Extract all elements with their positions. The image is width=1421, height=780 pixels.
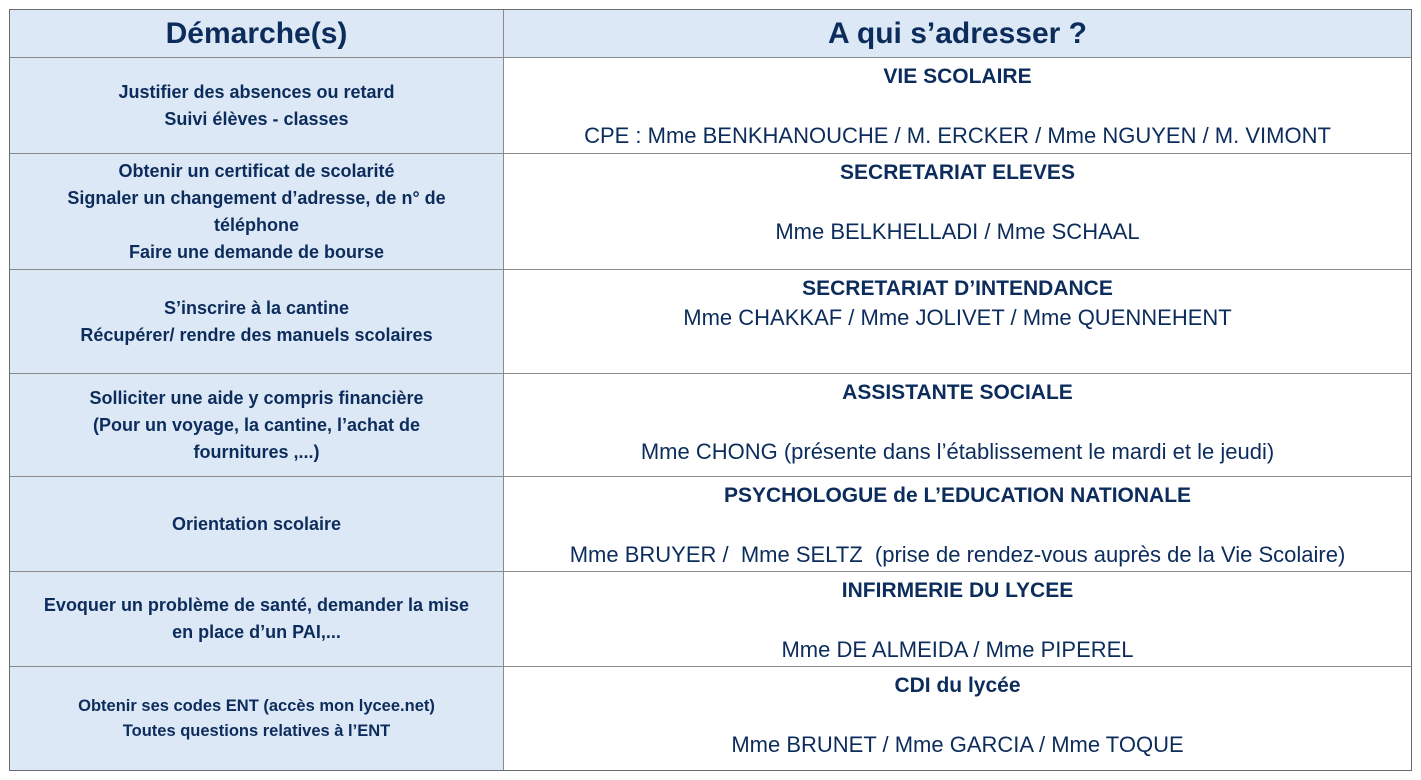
row-demarche [10,374,503,476]
demarche-line: Evoquer un problème de santé, demander la mise [43,595,470,615]
row-divider [10,373,1411,374]
service-people: Mme CHAKKAF / Mme JOLIVET / Mme QUENNEHENT [683,305,1232,330]
demarche-line: Signaler un changement d’adresse, de n° de [67,187,446,208]
service-name: PSYCHOLOGUE de L’EDUCATION NATIONALE [723,484,1192,507]
service-people: Mme DE ALMEIDA / Mme PIPEREL [781,637,1134,662]
row-contact [504,154,1411,269]
row-divider [10,57,1411,58]
contacts-table [9,9,1412,771]
demarche-line: Toutes questions relatives à l’ENT [122,721,391,740]
row-divider [10,269,1411,270]
demarche-line: Obtenir ses codes ENT (accès mon lycee.net) [78,696,435,715]
demarche-line: Justifier des absences ou retard [118,81,395,102]
row-contact [504,374,1411,476]
demarche-line: S’inscrire à la cantine [163,297,350,318]
service-people: Mme BELKHELLADI / Mme SCHAAL [775,219,1140,244]
demarche-line: Orientation scolaire [171,513,342,534]
row-demarche [10,572,503,666]
demarche-line: Suivi élèves - classes [164,108,349,129]
demarche-line: fournitures ,...) [193,441,320,462]
service-people: Mme BRUNET / Mme GARCIA / Mme TOQUE [731,732,1184,757]
row-contact [504,667,1411,770]
header-contact [504,10,1411,57]
row-contact [504,270,1411,373]
service-people: CPE : Mme BENKHANOUCHE / M. ERCKER / Mme NGUYEN / M. VIMONT [584,123,1331,148]
row-demarche [10,58,503,153]
demarche-line: téléphone [213,214,299,235]
row-demarche [10,270,503,373]
demarche-line: Obtenir un certificat de scolarité [118,160,395,181]
row-contact [504,58,1411,153]
demarche-line: Faire une demande de bourse [128,241,385,262]
header-demarches [10,10,503,57]
row-demarche [10,154,503,269]
service-name: CDI du lycée [894,674,1021,697]
service-name: VIE SCOLAIRE [883,65,1032,88]
row-divider [10,476,1411,477]
row-demarche [10,477,503,571]
service-name: SECRETARIAT D’INTENDANCE [802,277,1113,300]
row-contact [504,477,1411,571]
demarche-line: Solliciter une aide y compris financière [89,387,424,408]
service-name: INFIRMERIE DU LYCEE [841,579,1074,602]
service-people: Mme BRUYER / Mme SELTZ (prise de rendez-vous auprès de la Vie Scolaire) [569,542,1346,567]
row-demarche [10,667,503,770]
header-demarches-label: Démarche(s) [165,16,348,50]
row-divider [10,666,1411,667]
row-contact [504,572,1411,666]
column-divider [503,10,504,770]
demarche-line: Récupérer/ rendre des manuels scolaires [80,324,433,345]
row-divider [10,153,1411,154]
service-people: Mme CHONG (présente dans l’établissement le mardi et le jeudi) [640,439,1275,464]
header-contact-label: A qui s’adresser ? [828,16,1087,50]
demarche-line: en place d’un PAI,... [172,622,341,642]
service-name: SECRETARIAT ELEVES [840,161,1075,184]
demarche-line: (Pour un voyage, la cantine, l’achat de [92,414,421,435]
service-name: ASSISTANTE SOCIALE [842,381,1073,404]
row-divider [10,571,1411,572]
